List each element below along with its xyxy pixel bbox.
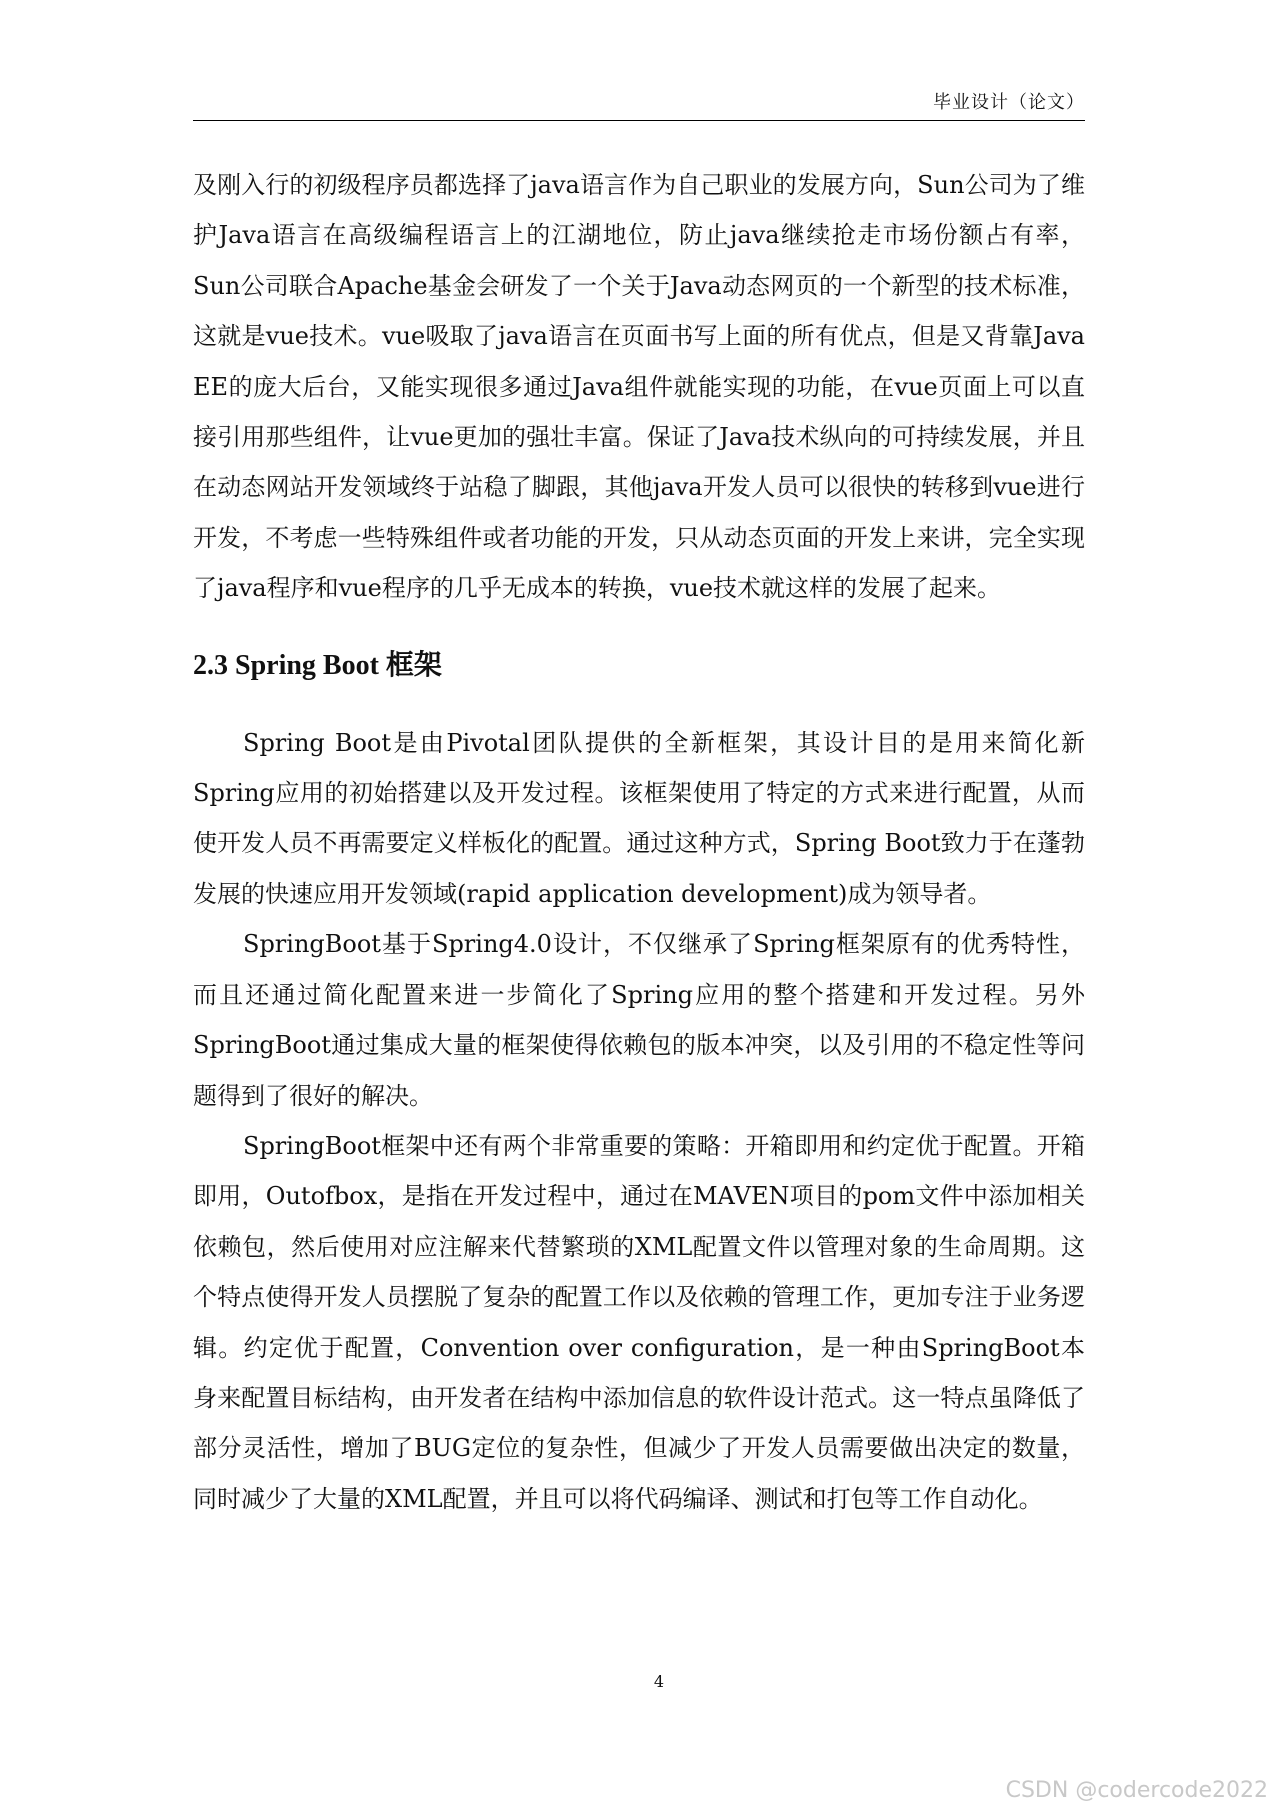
body-paragraph: SpringBoot基于Spring4.0设计，不仅继承了Spring框架原有的优秀特性，而且还通过简化配置来进一步简化了Spring应用的整个搭建和开发过程。另外SpringBoot通过集成大量的框架使得依赖包的版本冲突，以及引用的不稳定性等问题得到了很好的解决。 (193, 930, 1085, 1110)
header-title: 毕业设计（论文） (933, 92, 1085, 113)
page-header (193, 90, 1085, 121)
body-paragraph: SpringBoot框架中还有两个非常重要的策略：开箱即用和约定优于配置。开箱即用，Outofbox，是指在开发过程中，通过在MAVEN项目的pom文件中添加相关依赖包，然后使用对应注解来代替繁琐的XML配置文件以管理对象的生命周期。这个特点使得开发人员摆脱了复杂的配置工作以及依赖的管理工作，更加专注于业务逻辑。约定优于配置，Convention over configuration，是一种由SpringBoot本身来配置目标结构，由开发者在结构中添加信息的软件设计范式。这一特点虽降低了部分灵活性，增加了BUG定位的复杂性，但减少了开发人员需要做出决定的数量，同时减少了大量的XML配置，并且可以将代码编译、测试和打包等工作自动化。 (193, 1131, 1085, 1513)
page-number: 4 (653, 1672, 665, 1691)
page-body (193, 160, 1085, 1524)
body-paragraph: 及刚入行的初级程序员都选择了java语言作为自己职业的发展方向，Sun公司为了维护Java语言在高级编程语言上的江湖地位，防止java继续抢走市场份额占有率，Sun公司联合Apache基金会研发了一个关于Java动态网页的一个新型的技术标准，这就是vue技术。vue吸取了java语言在页面书写上面的所有优点，但是又背靠Java EE的庞大后台，又能实现很多通过Java组件就能实现的功能，在vue页面上可以直接引用那些组件，让vue更加的强壮丰富。保证了Java技术纵向的可持续发展，并且在动态网站开发领域终于站稳了脚跟，其他java开发人员可以很快的转移到vue进行开发，不考虑一些特殊组件或者功能的开发，只从动态页面的开发上来讲，完全实现了java程序和vue程序的几乎无成本的转换，vue技术就这样的发展了起来。 (193, 171, 1085, 603)
section-heading: 2.3 Spring Boot 框架 (193, 649, 442, 681)
body-paragraph: Spring Boot是由Pivotal团队提供的全新框架，其设计目的是用来简化新Spring应用的初始搭建以及开发过程。该框架使用了特定的方式来进行配置，从而使开发人员不再需要定义样板化的配置。通过这种方式，Spring Boot致力于在蓬勃发展的快速应用开发领域(rapid application development)成为领导者。 (193, 728, 1085, 908)
watermark: CSDN @codercode2022 (1005, 1778, 1268, 1803)
